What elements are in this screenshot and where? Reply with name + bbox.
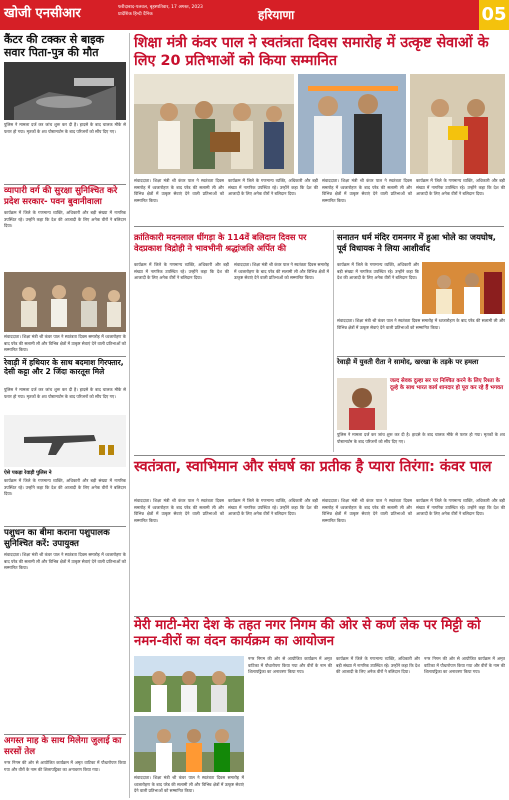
right-body2: संवाददाता। शिक्षा मंत्री श्री कंवर पाल ने स्वतंत्रता दिवस समारोह में ध्वजारोहण के बाद परेड की सलामी ली और विभिन्न क्षेत्रों में उत्कृष्ट सेवाएं देने वाली प्रतिभाओं को सम्मानित किया।	[337, 318, 505, 330]
pledge-photo	[134, 716, 244, 772]
dignitaries-photo	[298, 74, 406, 174]
masthead-date: फरीदाबाद-पलवल, बृहस्पतिवार, 17 अगस्त, 2023	[118, 5, 203, 10]
accident-photo	[4, 62, 126, 120]
main-body-col2: कार्यक्रम में जिले के गणमान्य व्यक्ति, अधिकारी और बड़ी संख्या में नागरिक उपस्थित रहे। उन्होंने कहा कि देश की आजादी के लिए अनेक वीरों ने बलिदान दिया।	[228, 178, 318, 197]
left-story3-body2: कार्यक्रम में जिले के गणमान्य व्यक्ति, अधिकारी और बड़ी संख्या में नागरिक उपस्थित रहे। उन्होंने कहा कि देश की आजादी के लिए अनेक वीरों ने बलिदान दिया।	[4, 478, 126, 497]
main-body-col4: कार्यक्रम में जिले के गणमान्य व्यक्ति, अधिकारी और बड़ी संख्या में नागरिक उपस्थित रहे। उन्होंने कहा कि देश की आजादी के लिए अनेक वीरों ने बलिदान दिया।	[416, 178, 505, 197]
temple-photo	[422, 262, 505, 314]
left-story5-headline: अगस्त माह के साथ मिलेगा जुलाई का सरसों तेल	[4, 736, 122, 757]
masthead	[0, 0, 509, 30]
bottom-body-col3: नगर निगम की ओर से आयोजित कार्यक्रम में अमृत वाटिका में पौधारोपण किया गया और वीरों के नाम की शिलापट्टिका का अनावरण किया गया।	[424, 656, 505, 675]
masthead-tagline: प्रादेशिक हिन्दी दैनिक	[118, 12, 153, 17]
left-story1-body: पुलिस ने मामला दर्ज कर जांच शुरू कर दी है। हादसे के बाद चालक मौके से फरार हो गया। मृतकों के शव पोस्टमार्टम के बाद परिजनों को सौंप दिए गए।	[4, 122, 126, 134]
left-story4-body: संवाददाता। शिक्षा मंत्री श्री कंवर पाल ने स्वतंत्रता दिवस समारोह में ध्वजारोहण के बाद परेड की सलामी ली और विभिन्न क्षेत्रों में उत्कृष्ट सेवाएं देने वाली प्रतिभाओं को सम्मानित किया।	[4, 552, 126, 571]
left-story2-headline: व्यापारी वर्ग की सुरक्षा सुनिश्चित करे प्रदेश सरकार- पवन बुवानीवाला	[4, 186, 118, 207]
masthead-meta	[118, 4, 228, 18]
section-title: हरियाणा	[258, 8, 295, 22]
bottom-body-col1: नगर निगम की ओर से आयोजित कार्यक्रम में अमृत वाटिका में पौधारोपण किया गया और वीरों के नाम की शिलापट्टिका का अनावरण किया गया।	[248, 656, 332, 675]
left-story4-headline: पशुधन का बीमा कराना पशुपालक सुनिश्चित करें: उपायुक्त	[4, 528, 110, 549]
left-story3-headline: रेवाड़ी में हथियार के साथ बदमाश गिरफ्तार, देसी कट्टा और 2 जिंदा कारतूस मिले	[4, 358, 124, 377]
main-body-col1: संवाददाता। शिक्षा मंत्री श्री कंवर पाल ने स्वतंत्रता दिवस समारोह में ध्वजारोहण के बाद परेड की सलामी ली और विभिन्न क्षेत्रों में उत्कृष्ट सेवाएं देने वाली प्रतिभाओं को सम्मानित किया।	[134, 178, 224, 203]
page-number: 05	[479, 0, 509, 30]
main-headline: शिक्षा मंत्री कंवर पाल ने स्वतंत्रता दिवस समारोह में उत्कृष्ट सेवाओं के लिए 20 प्रतिभाओं को किया सम्मानित	[134, 35, 489, 69]
sub-body-col2: संवाददाता। शिक्षा मंत्री श्री कंवर पाल ने स्वतंत्रता दिवस समारोह में ध्वजारोहण के बाद परेड की सलामी ली और विभिन्न क्षेत्रों में उत्कृष्ट सेवाएं देने वाली प्रतिभाओं को सम्मानित किया।	[234, 262, 329, 281]
mid-body-col3: संवाददाता। शिक्षा मंत्री श्री कंवर पाल ने स्वतंत्रता दिवस समारोह में ध्वजारोहण के बाद परेड की सलामी ली और विभिन्न क्षेत्रों में उत्कृष्ट सेवाएं देने वाली प्रतिभाओं को सम्मानित किया।	[322, 498, 412, 523]
main-body-col3: संवाददाता। शिक्षा मंत्री श्री कंवर पाल ने स्वतंत्रता दिवस समारोह में ध्वजारोहण के बाद परेड की सलामी ली और विभिन्न क्षेत्रों में उत्कृष्ट सेवाएं देने वाली प्रतिभाओं को सम्मानित किया।	[322, 178, 412, 203]
left-story1-headline: कैंटर की टक्कर से बाइक सवार पिता-पुत्र की मौत	[4, 33, 105, 59]
tree-planting-photo	[134, 656, 244, 712]
bottom-body-col0: संवाददाता। शिक्षा मंत्री श्री कंवर पाल ने स्वतंत्रता दिवस समारोह में ध्वजारोहण के बाद परेड की सलामी ली और विभिन्न क्षेत्रों में उत्कृष्ट सेवाएं देने वाली प्रतिभाओं को सम्मानित किया।	[134, 775, 244, 794]
mid-body-col1: संवाददाता। शिक्षा मंत्री श्री कंवर पाल ने स्वतंत्रता दिवस समारोह में ध्वजारोहण के बाद परेड की सलामी ली और विभिन्न क्षेत्रों में उत्कृष्ट सेवाएं देने वाली प्रतिभाओं को सम्मानित किया।	[134, 498, 224, 523]
left-story3-subhead: ऐसे पकड़ा रेवाड़ी पुलिस ने	[4, 470, 52, 476]
right-sub-body: पुलिस ने मामला दर्ज कर जांच शुरू कर दी है। हादसे के बाद चालक मौके से फरार हो गया। मृतकों के शव पोस्टमार्टम के बाद परिजनों को सौंप दिए गए।	[337, 432, 505, 444]
mid-body-col4: कार्यक्रम में जिले के गणमान्य व्यक्ति, अधिकारी और बड़ी संख्या में नागरिक उपस्थित रहे। उन्होंने कहा कि देश की आजादी के लिए अनेक वीरों ने बलिदान दिया।	[416, 498, 505, 517]
left-story2-body: कार्यक्रम में जिले के गणमान्य व्यक्ति, अधिकारी और बड़ी संख्या में नागरिक उपस्थित रहे। उन्होंने कहा कि देश की आजादी के लिए अनेक वीरों ने बलिदान दिया।	[4, 210, 126, 229]
right-headline: सनातन धर्म मंदिर रामनगर में हुआ भोले का जयघोष, पूर्व विधायक ने लिया आशीर्वाद	[337, 232, 496, 253]
quote-box: जल्द सेवक दुल्हा सर पर निश्चित करने के लिए रिश्ता के दूल्हे के साथ भारत कार्य शानदार हो पूरा कर रहे हैं भगवत	[390, 378, 504, 391]
right-sub-headline: रेवाड़ी में युवती रीता ने सामोद, खरखा के तड़के पर हमला	[337, 358, 479, 366]
brand-name: खोजी एनसीआर	[4, 6, 81, 21]
weapon-photo	[4, 415, 126, 467]
left-story5-body: नगर निगम की ओर से आयोजित कार्यक्रम में अमृत वाटिका में पौधारोपण किया गया और वीरों के नाम की शिलापट्टिका का अनावरण किया गया।	[4, 760, 126, 772]
honoring-photo	[410, 74, 505, 174]
left-story3-body: पुलिस ने मामला दर्ज कर जांच शुरू कर दी है। हादसे के बाद चालक मौके से फरार हो गया। मृतकों के शव पोस्टमार्टम के बाद परिजनों को सौंप दिए गए।	[4, 387, 126, 399]
bottom-headline: मेरी माटी-मेरा देश के तहत नगर निगम की ओर से कर्ण लेक पर मिट्टी को नमन-वीरों का वंदन कार्यक्रम का आयोजन	[134, 618, 481, 650]
left-story2-body2: संवाददाता। शिक्षा मंत्री श्री कंवर पाल ने स्वतंत्रता दिवस समारोह में ध्वजारोहण के बाद परेड की सलामी ली और विभिन्न क्षेत्रों में उत्कृष्ट सेवाएं देने वाली प्रतिभाओं को सम्मानित किया।	[4, 334, 126, 353]
bottom-body-col2: कार्यक्रम में जिले के गणमान्य व्यक्ति, अधिकारी और बड़ी संख्या में नागरिक उपस्थित रहे। उन्होंने कहा कि देश की आजादी के लिए अनेक वीरों ने बलिदान दिया।	[336, 656, 420, 675]
suspect-photo	[337, 378, 387, 430]
mid-headline: स्वतंत्रता, स्वाभिमान और संघर्ष का प्रतीक है प्यारा तिरंगा: कंवर पाल	[134, 459, 492, 475]
sub-headline: क्रांतिकारी मदनलाल धींगड़ा के 114वें बलिदान दिवस पर वेदप्रकाश विद्रोही ने भावभीनी श्रद्धांजलि अर्पित की	[134, 232, 307, 253]
award-ceremony-photo	[134, 74, 294, 174]
mid-body-col2: कार्यक्रम में जिले के गणमान्य व्यक्ति, अधिकारी और बड़ी संख्या में नागरिक उपस्थित रहे। उन्होंने कहा कि देश की आजादी के लिए अनेक वीरों ने बलिदान दिया।	[228, 498, 318, 517]
right-body: कार्यक्रम में जिले के गणमान्य व्यक्ति, अधिकारी और बड़ी संख्या में नागरिक उपस्थित रहे। उन्होंने कहा कि देश की आजादी के लिए अनेक वीरों ने बलिदान दिया।	[337, 262, 419, 281]
left-story2-photo	[4, 272, 126, 332]
sub-body-col1: कार्यक्रम में जिले के गणमान्य व्यक्ति, अधिकारी और बड़ी संख्या में नागरिक उपस्थित रहे। उन्होंने कहा कि देश की आजादी के लिए अनेक वीरों ने बलिदान दिया।	[134, 262, 229, 281]
